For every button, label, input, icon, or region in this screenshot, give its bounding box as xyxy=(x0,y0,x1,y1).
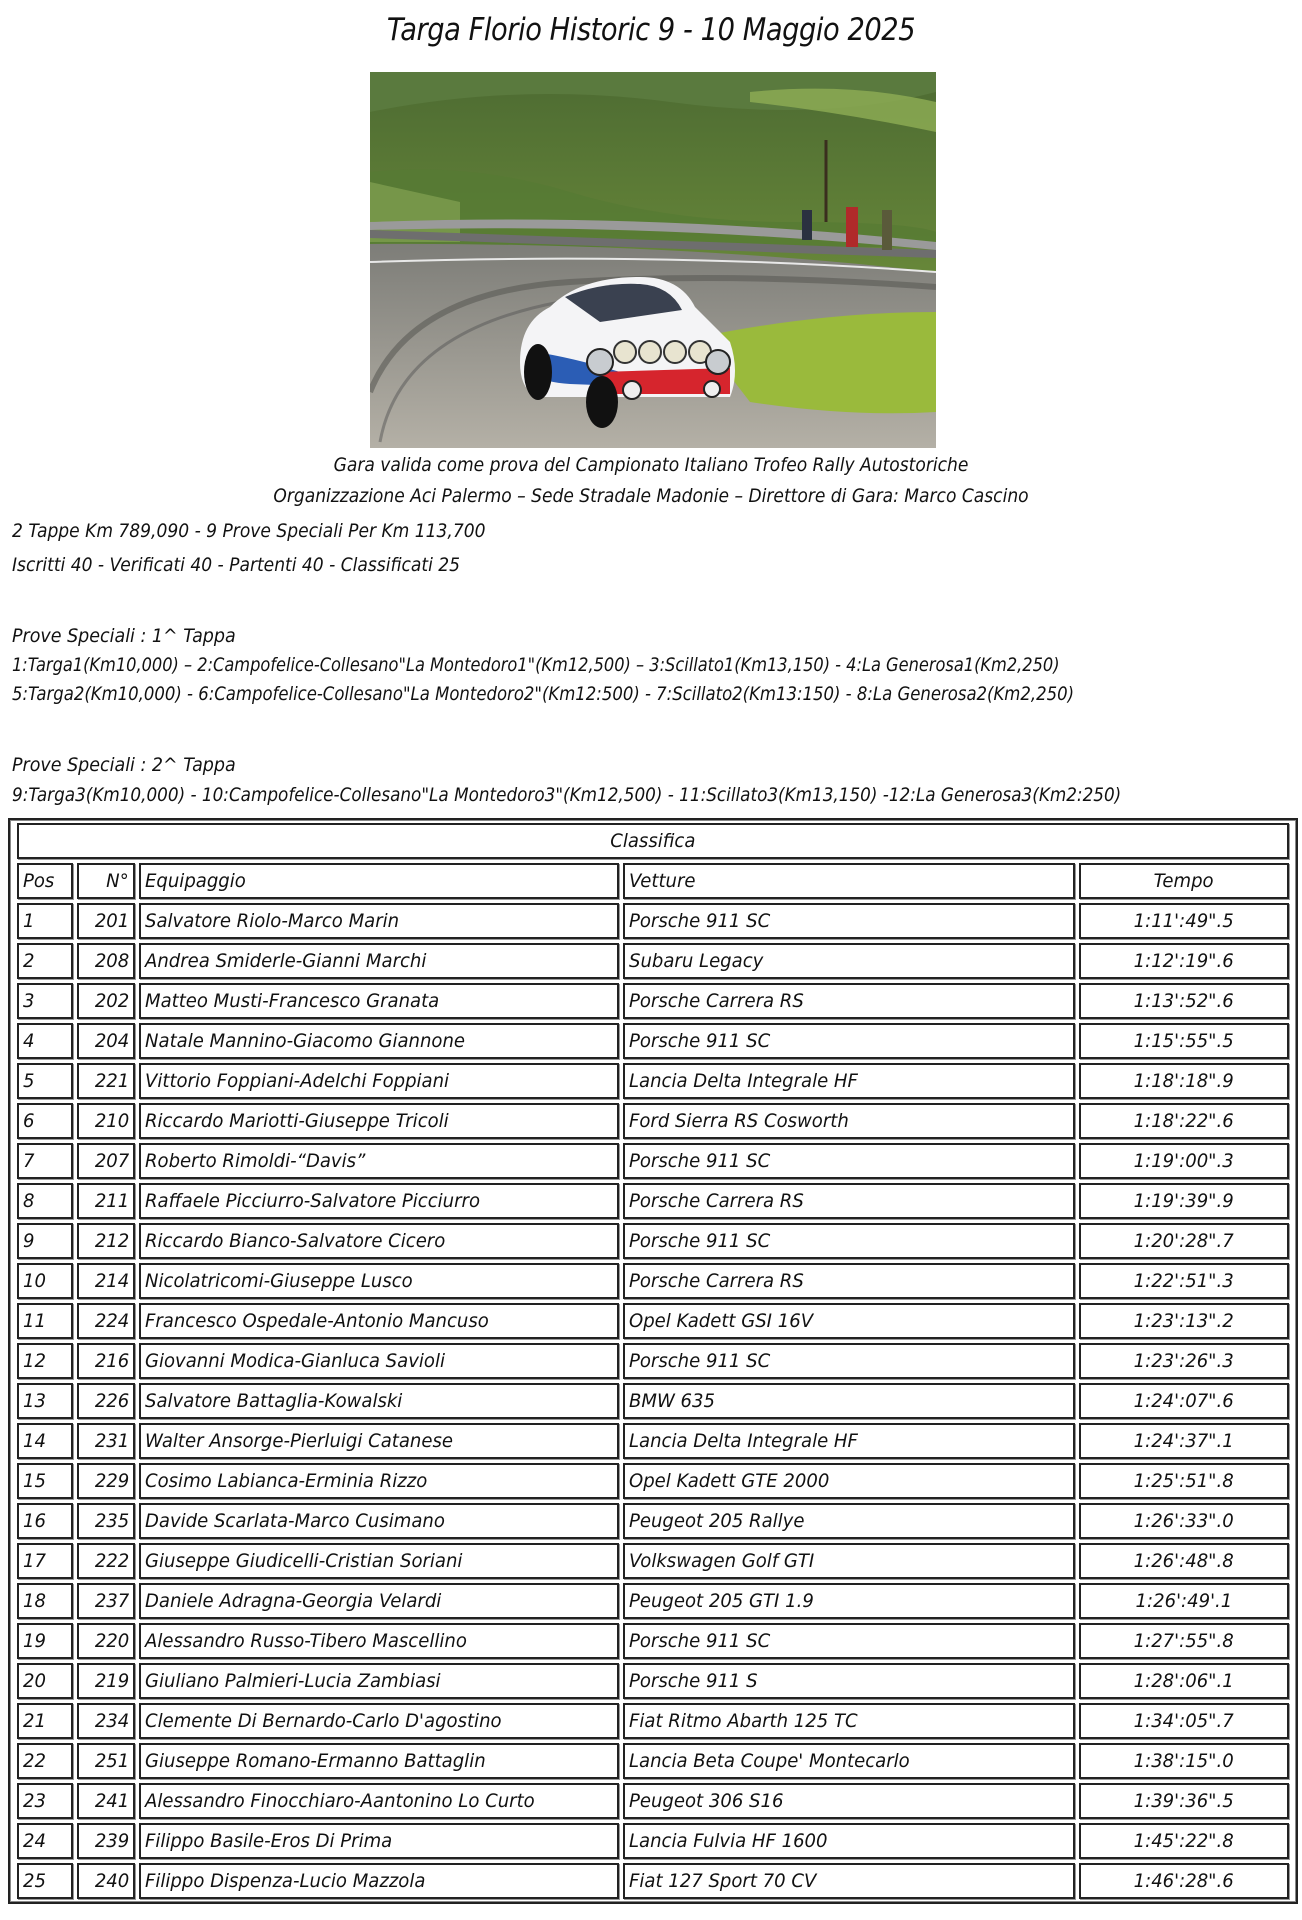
cell-car: Porsche 911 SC xyxy=(623,1343,1075,1379)
cell-num: 234 xyxy=(77,1703,135,1739)
table-row xyxy=(17,1143,1289,1179)
cell-crew: Roberto Rimoldi-“Davis” xyxy=(139,1143,619,1179)
table-row xyxy=(17,1783,1289,1819)
table-row xyxy=(17,1023,1289,1059)
cell-num: 220 xyxy=(77,1623,135,1659)
cell-crew: Natale Mannino-Giacomo Giannone xyxy=(139,1023,619,1059)
table-row xyxy=(17,1863,1289,1899)
cell-crew: Raffaele Picciurro-Salvatore Picciurro xyxy=(139,1183,619,1219)
cell-time: 1:19':00".3 xyxy=(1079,1143,1289,1179)
cell-crew: Daniele Adragna-Georgia Velardi xyxy=(139,1583,619,1619)
cell-car: Fiat 127 Sport 70 CV xyxy=(623,1863,1075,1899)
cell-car: Lancia Fulvia HF 1600 xyxy=(623,1823,1075,1859)
cell-time: 1:22':51".3 xyxy=(1079,1263,1289,1299)
cell-time: 1:11':49".5 xyxy=(1079,903,1289,939)
cell-time: 1:34':05".7 xyxy=(1079,1703,1289,1739)
cell-crew: Giuseppe Romano-Ermanno Battaglin xyxy=(139,1743,619,1779)
header-pos: Pos xyxy=(17,863,73,899)
cell-car: Porsche 911 SC xyxy=(623,1223,1075,1259)
cell-num: 216 xyxy=(77,1343,135,1379)
cell-pos: 11 xyxy=(17,1303,73,1339)
cell-car: Lancia Beta Coupe' Montecarlo xyxy=(623,1743,1075,1779)
cell-time: 1:19':39".9 xyxy=(1079,1183,1289,1219)
table-row xyxy=(17,903,1289,939)
cell-num: 241 xyxy=(77,1783,135,1819)
cell-num: 224 xyxy=(77,1303,135,1339)
cell-pos: 14 xyxy=(17,1423,73,1459)
cell-crew: Riccardo Mariotti-Giuseppe Tricoli xyxy=(139,1103,619,1139)
cell-crew: Clemente Di Bernardo-Carlo D'agostino xyxy=(139,1703,619,1739)
cell-time: 1:26':48".8 xyxy=(1079,1543,1289,1579)
header-car: Vetture xyxy=(623,863,1075,899)
cell-num: 221 xyxy=(77,1063,135,1099)
cell-car: Porsche Carrera RS xyxy=(623,1183,1075,1219)
table-row xyxy=(17,1503,1289,1539)
table-row xyxy=(17,1223,1289,1259)
table-row xyxy=(17,943,1289,979)
cell-pos: 20 xyxy=(17,1663,73,1699)
rally-car-photo xyxy=(370,72,936,448)
cell-num: 204 xyxy=(77,1023,135,1059)
cell-car: Lancia Delta Integrale HF xyxy=(623,1063,1075,1099)
cell-time: 1:39':36".5 xyxy=(1079,1783,1289,1819)
cell-car: Lancia Delta Integrale HF xyxy=(623,1423,1075,1459)
cell-num: 237 xyxy=(77,1583,135,1619)
stage1-line2: 5:Targa2(Km10,000) - 6:Campofelice-Collesano"La Montedoro2"(Km12:500) - 7:Scillato2(Km13:150) - 8:La Generosa2(Km2,250) xyxy=(12,683,1075,705)
cell-time: 1:23':13".2 xyxy=(1079,1303,1289,1339)
table-row xyxy=(17,1823,1289,1859)
cell-crew: Davide Scarlata-Marco Cusimano xyxy=(139,1503,619,1539)
table-row xyxy=(17,1463,1289,1499)
cell-time: 1:23':26".3 xyxy=(1079,1343,1289,1379)
cell-car: Peugeot 205 Rallye xyxy=(623,1503,1075,1539)
cell-pos: 17 xyxy=(17,1543,73,1579)
cell-pos: 15 xyxy=(17,1463,73,1499)
cell-car: Volkswagen Golf GTI xyxy=(623,1543,1075,1579)
cell-crew: Salvatore Riolo-Marco Marin xyxy=(139,903,619,939)
cell-pos: 25 xyxy=(17,1863,73,1899)
cell-time: 1:15':55".5 xyxy=(1079,1023,1289,1059)
championship-note: Gara valida come prova del Campionato Italiano Trofeo Rally Autostoriche xyxy=(333,454,969,476)
cell-num: 235 xyxy=(77,1503,135,1539)
cell-crew: Francesco Ospedale-Antonio Mancuso xyxy=(139,1303,619,1339)
cell-time: 1:26':49'.1 xyxy=(1079,1583,1289,1619)
cell-pos: 10 xyxy=(17,1263,73,1299)
cell-time: 1:20':28".7 xyxy=(1079,1223,1289,1259)
table-row xyxy=(17,1383,1289,1419)
cell-pos: 8 xyxy=(17,1183,73,1219)
cell-crew: Vittorio Foppiani-Adelchi Foppiani xyxy=(139,1063,619,1099)
cell-pos: 23 xyxy=(17,1783,73,1819)
cell-num: 231 xyxy=(77,1423,135,1459)
cell-num: 207 xyxy=(77,1143,135,1179)
cell-num: 239 xyxy=(77,1823,135,1859)
page-title: Targa Florio Historic 9 - 10 Maggio 2025 xyxy=(386,12,916,48)
cell-time: 1:25':51".8 xyxy=(1079,1463,1289,1499)
cell-car: Opel Kadett GSI 16V xyxy=(623,1303,1075,1339)
cell-car: Peugeot 306 S16 xyxy=(623,1783,1075,1819)
cell-num: 208 xyxy=(77,943,135,979)
stage1-line1: 1:Targa1(Km10,000) – 2:Campofelice-Collesano"La Montedoro1"(Km12,500) – 3:Scillato1(Km13,150) - 4:La Generosa1(Km2,250) xyxy=(12,654,1060,676)
table-row xyxy=(17,1583,1289,1619)
distance-summary: 2 Tappe Km 789,090 - 9 Prove Speciali Per Km 113,700 xyxy=(12,520,486,542)
cell-crew: Alessandro Finocchiaro-Aantonino Lo Curto xyxy=(139,1783,619,1819)
cell-car: Porsche 911 S xyxy=(623,1663,1075,1699)
table-row xyxy=(17,1063,1289,1099)
cell-pos: 16 xyxy=(17,1503,73,1539)
cell-car: Ford Sierra RS Cosworth xyxy=(623,1103,1075,1139)
table-row xyxy=(17,1103,1289,1139)
results-table xyxy=(8,818,1298,1904)
cell-car: Porsche 911 SC xyxy=(623,903,1075,939)
cell-time: 1:24':37".1 xyxy=(1079,1423,1289,1459)
table-row xyxy=(17,1263,1289,1299)
cell-pos: 13 xyxy=(17,1383,73,1419)
header-num: N° xyxy=(77,863,135,899)
organization-note: Organizzazione Aci Palermo – Sede Stradale Madonie – Direttore di Gara: Marco Cascino xyxy=(273,485,1029,507)
cell-num: 201 xyxy=(77,903,135,939)
cell-car: Fiat Ritmo Abarth 125 TC xyxy=(623,1703,1075,1739)
table-row xyxy=(17,1543,1289,1579)
cell-time: 1:26':33".0 xyxy=(1079,1503,1289,1539)
cell-car: BMW 635 xyxy=(623,1383,1075,1419)
cell-time: 1:45':22".8 xyxy=(1079,1823,1289,1859)
cell-pos: 3 xyxy=(17,983,73,1019)
stage2-heading: Prove Speciali : 2^ Tappa xyxy=(12,754,236,776)
cell-crew: Andrea Smiderle-Gianni Marchi xyxy=(139,943,619,979)
cell-crew: Alessandro Russo-Tibero Mascellino xyxy=(139,1623,619,1659)
cell-car: Porsche 911 SC xyxy=(623,1143,1075,1179)
table-row xyxy=(17,983,1289,1019)
cell-num: 222 xyxy=(77,1543,135,1579)
cell-car: Porsche Carrera RS xyxy=(623,1263,1075,1299)
cell-pos: 6 xyxy=(17,1103,73,1139)
cell-car: Opel Kadett GTE 2000 xyxy=(623,1463,1075,1499)
cell-num: 219 xyxy=(77,1663,135,1699)
cell-car: Peugeot 205 GTI 1.9 xyxy=(623,1583,1075,1619)
cell-num: 212 xyxy=(77,1223,135,1259)
cell-crew: Giovanni Modica-Gianluca Savioli xyxy=(139,1343,619,1379)
table-row xyxy=(17,1663,1289,1699)
cell-car: Porsche 911 SC xyxy=(623,1023,1075,1059)
header-crew: Equipaggio xyxy=(139,863,619,899)
table-row xyxy=(17,1343,1289,1379)
cell-crew: Nicolatricomi-Giuseppe Lusco xyxy=(139,1263,619,1299)
cell-time: 1:38':15".0 xyxy=(1079,1743,1289,1779)
cell-num: 214 xyxy=(77,1263,135,1299)
cell-crew: Filippo Dispenza-Lucio Mazzola xyxy=(139,1863,619,1899)
stage2-line1: 9:Targa3(Km10,000) - 10:Campofelice-Collesano"La Montedoro3"(Km12,500) - 11:Scillato3(Km13,150) -12:La Generosa3(Km2:250) xyxy=(12,784,1122,806)
cell-pos: 19 xyxy=(17,1623,73,1659)
table-row xyxy=(17,1703,1289,1739)
header-row xyxy=(17,863,1289,899)
entries-summary: Iscritti 40 - Verificati 40 - Partenti 40 - Classificati 25 xyxy=(12,554,461,576)
caption-row xyxy=(17,823,1289,859)
table-row xyxy=(17,1303,1289,1339)
cell-pos: 24 xyxy=(17,1823,73,1859)
cell-car: Subaru Legacy xyxy=(623,943,1075,979)
cell-crew: Salvatore Battaglia-Kowalski xyxy=(139,1383,619,1419)
cell-crew: Filippo Basile-Eros Di Prima xyxy=(139,1823,619,1859)
stage1-heading: Prove Speciali : 1^ Tappa xyxy=(12,625,236,647)
cell-pos: 12 xyxy=(17,1343,73,1379)
cell-num: 210 xyxy=(77,1103,135,1139)
cell-num: 211 xyxy=(77,1183,135,1219)
cell-pos: 9 xyxy=(17,1223,73,1259)
table-row xyxy=(17,1623,1289,1659)
table-row xyxy=(17,1743,1289,1779)
cell-num: 226 xyxy=(77,1383,135,1419)
header-time: Tempo xyxy=(1079,863,1289,899)
cell-crew: Matteo Musti-Francesco Granata xyxy=(139,983,619,1019)
cell-time: 1:12':19".6 xyxy=(1079,943,1289,979)
cell-time: 1:13':52".6 xyxy=(1079,983,1289,1019)
cell-pos: 4 xyxy=(17,1023,73,1059)
cell-car: Porsche 911 SC xyxy=(623,1623,1075,1659)
cell-time: 1:18':18".9 xyxy=(1079,1063,1289,1099)
cell-car: Porsche Carrera RS xyxy=(623,983,1075,1019)
cell-pos: 5 xyxy=(17,1063,73,1099)
cell-pos: 18 xyxy=(17,1583,73,1619)
cell-num: 240 xyxy=(77,1863,135,1899)
cell-crew: Giuliano Palmieri-Lucia Zambiasi xyxy=(139,1663,619,1699)
cell-num: 202 xyxy=(77,983,135,1019)
cell-time: 1:46':28".6 xyxy=(1079,1863,1289,1899)
cell-crew: Giuseppe Giudicelli-Cristian Soriani xyxy=(139,1543,619,1579)
table-row xyxy=(17,1423,1289,1459)
cell-pos: 22 xyxy=(17,1743,73,1779)
cell-num: 251 xyxy=(77,1743,135,1779)
cell-pos: 21 xyxy=(17,1703,73,1739)
cell-pos: 7 xyxy=(17,1143,73,1179)
cell-time: 1:27':55".8 xyxy=(1079,1623,1289,1659)
cell-time: 1:18':22".6 xyxy=(1079,1103,1289,1139)
table-row xyxy=(17,1183,1289,1219)
cell-time: 1:24':07".6 xyxy=(1079,1383,1289,1419)
cell-time: 1:28':06".1 xyxy=(1079,1663,1289,1699)
cell-crew: Riccardo Bianco-Salvatore Cicero xyxy=(139,1223,619,1259)
cell-pos: 2 xyxy=(17,943,73,979)
cell-crew: Cosimo Labianca-Erminia Rizzo xyxy=(139,1463,619,1499)
cell-crew: Walter Ansorge-Pierluigi Catanese xyxy=(139,1423,619,1459)
cell-num: 229 xyxy=(77,1463,135,1499)
cell-pos: 1 xyxy=(17,903,73,939)
table-caption: Classifica xyxy=(17,823,1289,859)
